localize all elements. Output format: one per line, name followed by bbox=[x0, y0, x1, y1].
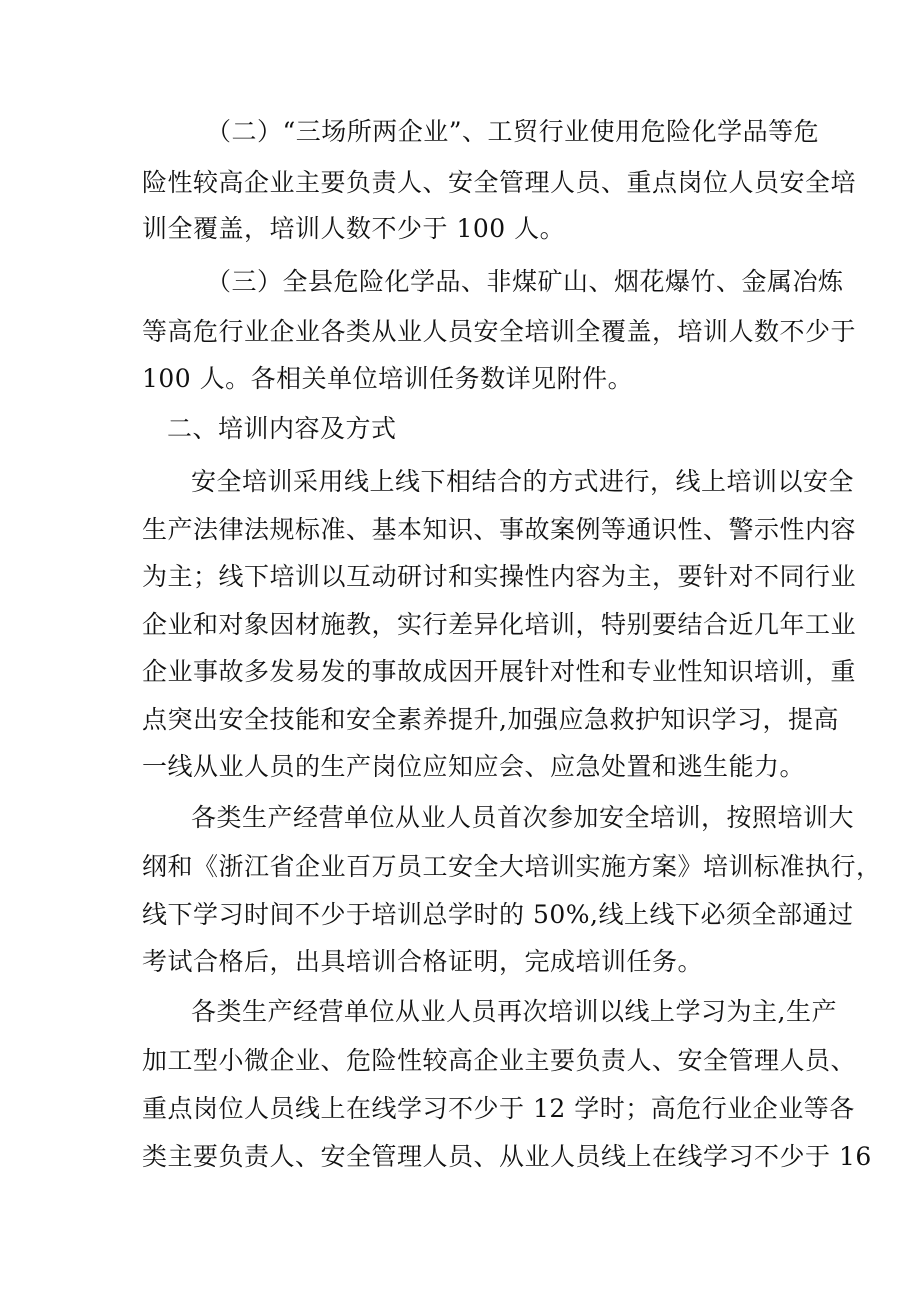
paragraph-line: 加工型小微企业、危险性较高企业主要负责人、安全管理人员、 bbox=[142, 1046, 857, 1075]
paragraph-line: 等高危行业企业各类从业人员安全培训全覆盖，培训人数不少于 bbox=[142, 317, 857, 346]
paragraph-line: （三）全县危险化学品、非煤矿山、烟花爆竹、金属冶炼 bbox=[206, 267, 844, 296]
paragraph-line: 纲和《浙江省企业百万员工安全大培训实施方案》培训标准执行， bbox=[142, 852, 882, 881]
paragraph-line: 安全培训采用线上线下相结合的方式进行，线上培训以安全 bbox=[191, 467, 855, 496]
paragraph-line: 各类生产经营单位从业人员再次培训以线上学习为主,生产 bbox=[191, 997, 837, 1026]
paragraph-line: （二）“三场所两企业”、工贸行业使用危险化学品等危 bbox=[206, 117, 820, 146]
section-heading: 二、培训内容及方式 bbox=[167, 414, 397, 443]
paragraph-line: 考试合格后，出具培训合格证明，完成培训任务。 bbox=[142, 947, 704, 976]
paragraph-line: 重点岗位人员线上在线学习不少于 12 学时；高危行业企业等各 bbox=[142, 1094, 855, 1123]
paragraph-line: 点突出安全技能和安全素养提升,加强应急救护知识学习，提高 bbox=[142, 705, 839, 734]
paragraph-line: 类主要负责人、安全管理人员、从业人员线上在线学习不少于 16 bbox=[142, 1142, 872, 1171]
paragraph-line: 为主；线下培训以互动研讨和实操性内容为主，要针对不同行业 bbox=[142, 562, 857, 591]
paragraph-line: 险性较高企业主要负责人、安全管理人员、重点岗位人员安全培 bbox=[142, 168, 857, 197]
paragraph-line: 训全覆盖，培训人数不少于 100 人。 bbox=[142, 214, 566, 243]
paragraph-line: 一线从业人员的生产岗位应知应会、应急处置和逃生能力。 bbox=[142, 752, 806, 781]
paragraph-line: 企业和对象因材施教，实行差异化培训，特别要结合近几年工业 bbox=[142, 610, 857, 639]
paragraph-line: 100 人。各相关单位培训任务数详见附件。 bbox=[142, 364, 634, 393]
paragraph-line: 线下学习时间不少于培训总学时的 50%,线上线下必须全部通过 bbox=[142, 900, 854, 929]
paragraph-line: 企业事故多发易发的事故成因开展针对性和专业性知识培训，重 bbox=[142, 657, 857, 686]
paragraph-line: 生产法律法规标准、基本知识、事故案例等通识性、警示性内容 bbox=[142, 515, 857, 544]
paragraph-line: 各类生产经营单位从业人员首次参加安全培训，按照培训大 bbox=[191, 803, 855, 832]
